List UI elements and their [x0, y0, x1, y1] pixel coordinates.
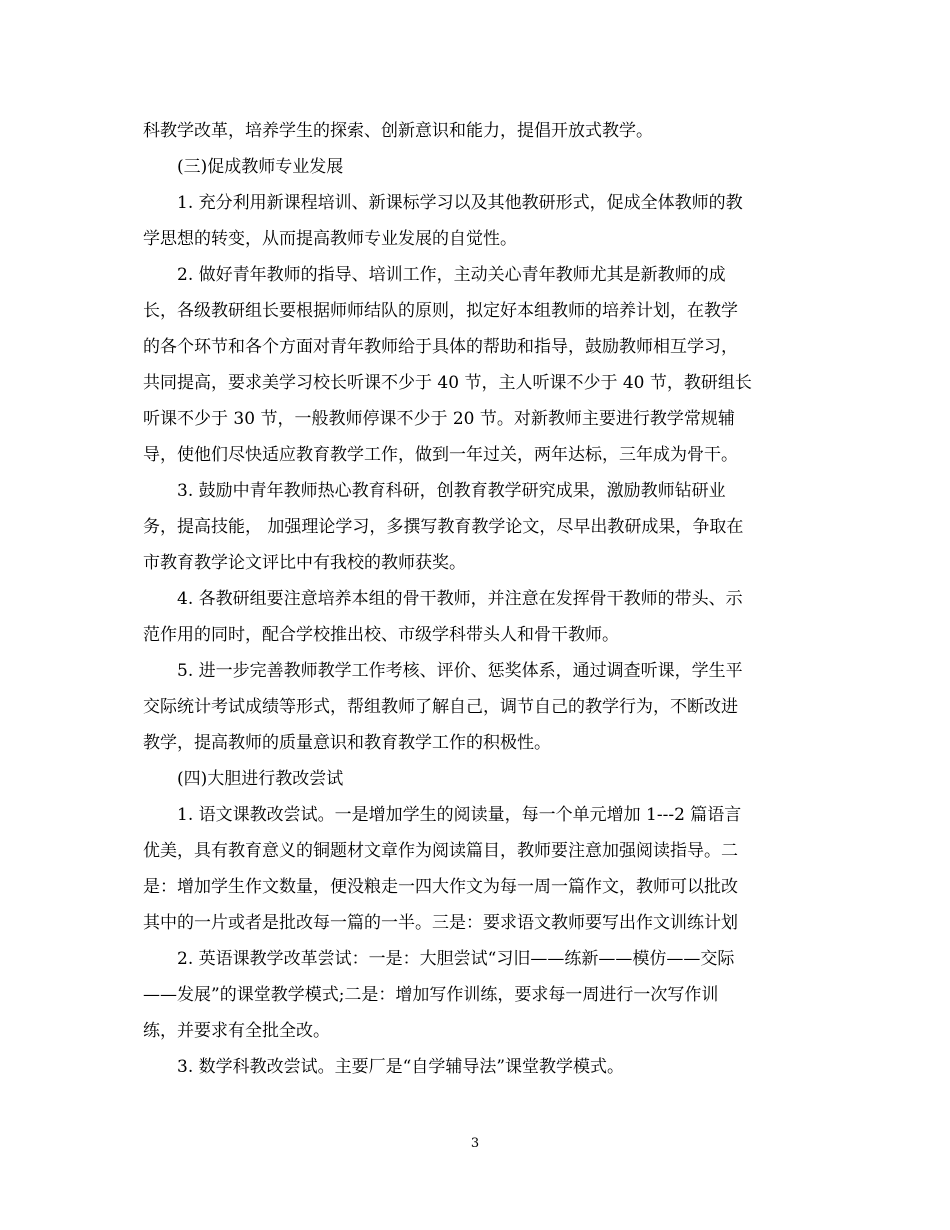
text-line: 3. 数学科教改尝试。主要厂是“自学辅导法”课堂教学模式。: [177, 1057, 625, 1077]
text-line: 听课不少于 30 节，一般教师停课不少于 20 节。对新教师主要进行教学常规辅: [143, 409, 735, 429]
text-line: 范作用的同时，配合学校推出校、市级学科带头人和骨干教师。: [143, 625, 619, 645]
text-line: 2. 英语课教学改革尝试：一是：大胆尝试“习旧——练新——模仿——交际: [177, 949, 735, 969]
text-line: 是：增加学生作文数量，便没粮走一四大作文为每一周一篇作文，教师可以批改: [143, 877, 738, 897]
text-line: ——发展”的课堂教学模式;二是：增加写作训练，要求每一周进行一次写作训: [143, 985, 719, 1005]
text-line: (三)促成教师专业发展: [177, 157, 344, 177]
text-line: 交际统计考试成绩等形式，帮组教师了解自己，调节自己的教学行为，不断改进: [143, 697, 738, 717]
text-line: 练，并要求有全批全改。: [143, 1021, 330, 1041]
page-number: 3: [470, 1136, 480, 1151]
text-line: 3. 鼓励中青年教师热心教育科研，创教育教学研究成果，激励教师钻研业: [177, 481, 726, 501]
body-text: [143, 113, 811, 1085]
text-line: 2. 做好青年教师的指导、培训工作，主动关心青年教师尤其是新教师的成: [177, 265, 726, 285]
text-line: 其中的一片或者是批改每一篇的一半。三是：要求语文教师要写出作文训练计划: [143, 913, 738, 933]
text-line: 务，提高技能， 加强理论学习，多撰写教育教学论文，尽早出教研成果，争取在: [143, 517, 744, 537]
text-line: 的各个环节和各个方面对青年教师给于具体的帮助和指导，鼓励教师相互学习，: [143, 337, 738, 357]
text-line: 长，各级教研组长要根据师师结队的原则，拟定好本组教师的培养计划，在教学: [143, 301, 738, 321]
text-line: 学思想的转变，从而提高教师专业发展的自觉性。: [143, 229, 517, 249]
text-line: 教学，提高教师的质量意识和教育教学工作的积极性。: [143, 733, 551, 753]
text-line: 优美，具有教育意义的铜题材文章作为阅读篇目，教师要注意加强阅读指导。二: [143, 841, 738, 861]
text-line: 共同提高，要求美学习校长听课不少于 40 节，主人听课不少于 40 节，教研组长: [143, 373, 752, 393]
text-line: 1. 充分利用新课程培训、新课标学习以及其他教研形式，促成全体教师的教: [177, 193, 743, 213]
text-line: 导，使他们尽快适应教育教学工作，做到一年过关，两年达标，三年成为骨干。: [143, 445, 738, 465]
text-line: 4. 各教研组要注意培养本组的骨干教师，并注意在发挥骨干教师的带头、示: [177, 589, 743, 609]
text-line: 市教育教学论文评比中有我校的教师获奖。: [143, 553, 466, 573]
text-line: 5. 进一步完善教师教学工作考核、评价、惩奖体系，通过调查听课，学生平: [177, 661, 743, 681]
text-line: 1. 语文课教改尝试。一是增加学生的阅读量，每一个单元增加 1---2 篇语言: [177, 805, 742, 825]
text-line: (四)大胆进行教改尝试: [177, 769, 344, 789]
text-line: 科教学改革，培养学生的探索、创新意识和能力，提倡开放式教学。: [143, 121, 653, 141]
